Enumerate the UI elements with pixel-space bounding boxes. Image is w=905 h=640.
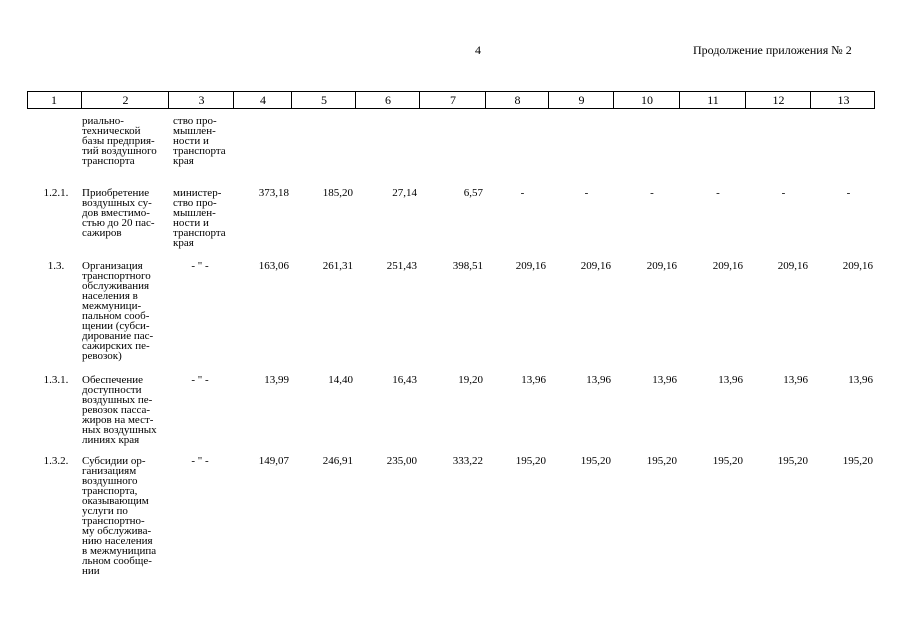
value-cell-col-6: 16,43 [392, 374, 417, 386]
value-cell-col-4: 163,06 [258, 260, 289, 272]
column-header-6: 6 [355, 92, 420, 108]
value-cell-col-13: - [846, 187, 851, 199]
value-cell-col-10: 13,96 [652, 374, 677, 386]
column-header-10: 10 [613, 92, 680, 108]
row-executor: - " - [191, 374, 209, 386]
column-header-4: 4 [233, 92, 292, 108]
value-cell-col-13: 195,20 [842, 455, 873, 467]
column-header-5: 5 [291, 92, 356, 108]
row-number: 1.2.1. [43, 187, 69, 199]
value-cell-col-8: 13,96 [521, 374, 546, 386]
value-cell-col-4: 13,99 [264, 374, 289, 386]
value-cell-col-9: 13,96 [586, 374, 611, 386]
row-activity-name: Субсидии ор- ганизациям воздушного транспорта, оказывающим услуги по транспортно- му обслужива- нию населения в межмуниципа льном сообще- нии [82, 455, 157, 577]
value-cell-col-12: 209,16 [777, 260, 808, 272]
value-cell-col-6: 27,14 [392, 187, 417, 199]
value-cell-col-13: 13,96 [848, 374, 873, 386]
column-header-9: 9 [548, 92, 614, 108]
row-number: 1.3. [47, 260, 65, 272]
column-header-3: 3 [168, 92, 234, 108]
value-cell-col-5: 185,20 [322, 187, 353, 199]
row-number: 1.3.1. [43, 374, 69, 386]
value-cell-col-10: - [650, 187, 654, 199]
value-cell-col-13: 209,16 [842, 260, 873, 272]
row-activity-name: Обеспечение доступности воздушных пе- ревозок пасса- жиров на мест- ных воздушных линиях края [82, 374, 157, 446]
column-header-2: 2 [81, 92, 169, 108]
value-cell-col-7: 6,57 [463, 187, 483, 199]
row-executor: - " - [191, 455, 209, 467]
row-number: 1.3.2. [43, 455, 69, 467]
row-executor: - " - [191, 260, 209, 272]
value-cell-col-6: 235,00 [386, 455, 417, 467]
value-cell-col-11: - [716, 187, 720, 199]
value-cell-col-5: 246,91 [322, 455, 353, 467]
value-cell-col-4: 373,18 [258, 187, 289, 199]
value-cell-col-11: 209,16 [712, 260, 743, 272]
value-cell-col-9: 209,16 [580, 260, 611, 272]
column-header-13: 13 [810, 92, 876, 108]
value-cell-col-11: 13,96 [718, 374, 743, 386]
value-cell-col-9: 195,20 [580, 455, 611, 467]
column-header-11: 11 [679, 92, 746, 108]
row-executor: ство про- мышлен- ности и транспорта края [173, 115, 226, 167]
continuation-label: Продолжение приложения № 2 [693, 43, 852, 57]
value-cell-col-10: 195,20 [646, 455, 677, 467]
value-cell-col-8: - [520, 187, 525, 199]
value-cell-col-6: 251,43 [386, 260, 417, 272]
column-header-7: 7 [419, 92, 486, 108]
value-cell-col-4: 149,07 [258, 455, 289, 467]
value-cell-col-8: 209,16 [515, 260, 546, 272]
value-cell-col-7: 19,20 [458, 374, 483, 386]
value-cell-col-8: 195,20 [515, 455, 546, 467]
value-cell-col-12: 13,96 [783, 374, 808, 386]
value-cell-col-12: - [781, 187, 786, 199]
value-cell-col-9: - [584, 187, 589, 199]
row-executor: министер- ство про- мышлен- ности и транспорта края [173, 187, 226, 249]
row-activity-name: риально- технической базы предприя- тий воздушного транспорта [82, 115, 157, 167]
column-header-8: 8 [485, 92, 549, 108]
row-activity-name: Организация транспортного обслуживания населения в межмуници- пальном сооб- щении (субси- дирование пас- сажирских пе- ревозок) [82, 260, 154, 362]
value-cell-col-7: 333,22 [452, 455, 483, 467]
value-cell-col-11: 195,20 [712, 455, 743, 467]
value-cell-col-7: 398,51 [452, 260, 483, 272]
column-header-1: 1 [51, 93, 57, 107]
value-cell-col-5: 14,40 [328, 374, 353, 386]
value-cell-col-5: 261,31 [322, 260, 353, 272]
value-cell-col-10: 209,16 [646, 260, 677, 272]
row-activity-name: Приобретение воздушных су- дов вместимо- стью до 20 пас- сажиров [82, 187, 155, 239]
page-number: 4 [475, 43, 481, 57]
value-cell-col-12: 195,20 [777, 455, 808, 467]
column-header-12: 12 [745, 92, 811, 108]
